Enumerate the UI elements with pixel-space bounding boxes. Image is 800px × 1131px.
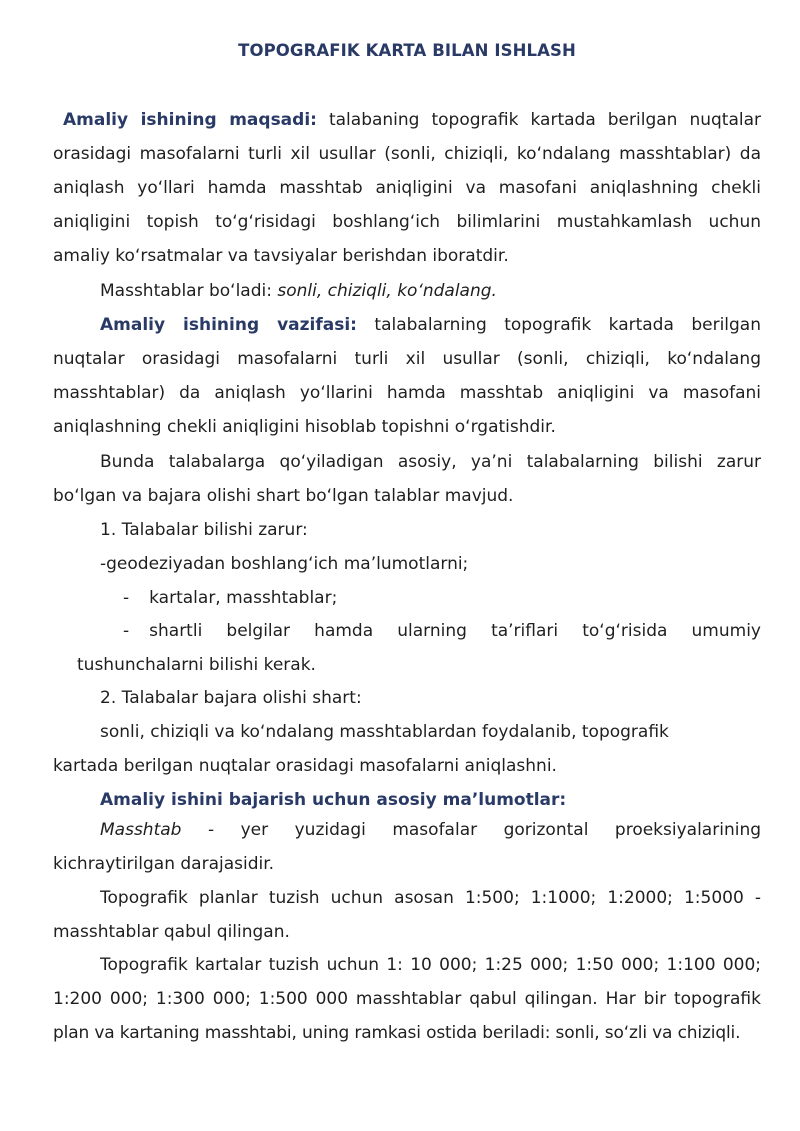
tasks-label: Amaliy ishining vazifasi: <box>100 315 357 335</box>
map-scales-line-1: Topografik kartalar tuzish uchun 1: 10 000; 1:25 000; 1:50 000; 1:100 000; <box>100 955 761 975</box>
knowledge-item-3 <box>53 614 761 682</box>
requirements-line-2: bo‘lgan va bajara olishi shart bo‘lgan talablar mavjud. <box>53 486 514 506</box>
requirements-paragraph <box>53 445 761 513</box>
scale-definition-line-2: kichraytirilgan darajasidir. <box>53 854 275 874</box>
knowledge-item-2: - kartalar, masshtablar; <box>123 588 338 608</box>
purpose-line-3: aniqlash yo‘llari hamda masshtab aniqligini va masofani aniqlashning chekli <box>53 178 761 198</box>
skills-line-1: sonli, chiziqli va ko‘ndalang masshtablardan foydalanib, topografik <box>100 722 669 742</box>
map-scales-line-2: 1:200 000; 1:300 000; 1:500 000 masshtablar qabul qilingan. Har bir topografik <box>53 989 761 1009</box>
skills-heading: 2. Talabalar bajara olishi shart: <box>100 688 362 708</box>
purpose-paragraph <box>53 103 761 273</box>
section-heading: Amaliy ishini bajarish uchun asosiy ma’lumotlar: <box>100 790 567 810</box>
tasks-line-4: aniqlashning chekli aniqligini hisoblab topishni o‘rgatishdir. <box>53 417 556 437</box>
tasks-paragraph <box>53 308 761 444</box>
plan-scales-line-1: Topografik planlar tuzish uchun asosan 1:500; 1:1000; 1:2000; 1:5000 - <box>100 888 761 908</box>
purpose-label: Amaliy ishining maqsadi: <box>63 110 317 130</box>
plan-scales-line-2: masshtablar qabul qilingan. <box>53 922 290 942</box>
map-scales-line-3: plan va kartaning masshtabi, uning ramkasi ostida beriladi: sonli, so‘zli va chiziqli. <box>53 1023 741 1043</box>
requirements-line-1: Bunda talabalarga qo‘yiladigan asosiy, ya’ni talabalarning bilishi zarur <box>100 452 761 472</box>
skills-line-2: kartada berilgan nuqtalar orasidagi masofalarni aniqlashni. <box>53 756 557 776</box>
purpose-line-5: amaliy ko‘rsatmalar va tavsiyalar berishdan iboratdir. <box>53 246 509 266</box>
purpose-line-2: orasidagi masofalarni turli xil usullar (sonli, chiziqli, ko‘ndalang masshtablar) da <box>53 144 761 164</box>
knowledge-item-1: -geodeziyadan boshlang‘ich ma’lumotlarni; <box>100 554 469 574</box>
map-scales-paragraph <box>53 948 761 1050</box>
page-title: TOPOGRAFIK KARTA BILAN ISHLASH <box>238 41 576 60</box>
knowledge-item-3-line-2: tushunchalarni bilishi kerak. <box>77 655 316 675</box>
purpose-line-4: aniqligini topish to‘g‘risidagi boshlang‘ich bilimlarini mustahkamlash uchun <box>53 212 761 232</box>
tasks-line-1: Amaliy ishining vazifasi: talabalarning topografik kartada berilgan <box>100 315 761 335</box>
scale-types-paragraph: Masshtablar bo‘ladi: sonli, chiziqli, ko‘ndalang. <box>100 281 497 301</box>
scale-term: Masshtab <box>100 820 182 840</box>
scale-definition-paragraph <box>53 813 761 881</box>
tasks-line-2: nuqtalar orasidagi masofalarni turli xil usullar (sonli, chiziqli, ko‘ndalang <box>53 349 761 369</box>
knowledge-item-3-line-1: - shartli belgilar hamda ularning ta’riflari to‘g‘risida umumiy <box>123 621 761 641</box>
plan-scales-paragraph <box>53 881 761 949</box>
scale-definition-line-1: Masshtab - yer yuzidagi masofalar gorizontal proeksiyalarining <box>100 820 762 840</box>
skills-paragraph <box>53 715 761 783</box>
purpose-line-1: Amaliy ishining maqsadi: talabaning topografik kartada berilgan nuqtalar <box>63 110 761 130</box>
scale-types-italic: sonli, chiziqli, ko‘ndalang. <box>277 281 497 301</box>
knowledge-heading: 1. Talabalar bilishi zarur: <box>100 520 308 540</box>
tasks-line-3: masshtablar) da aniqlash yo‘llarini hamda masshtab aniqligini va masofani <box>53 383 761 403</box>
